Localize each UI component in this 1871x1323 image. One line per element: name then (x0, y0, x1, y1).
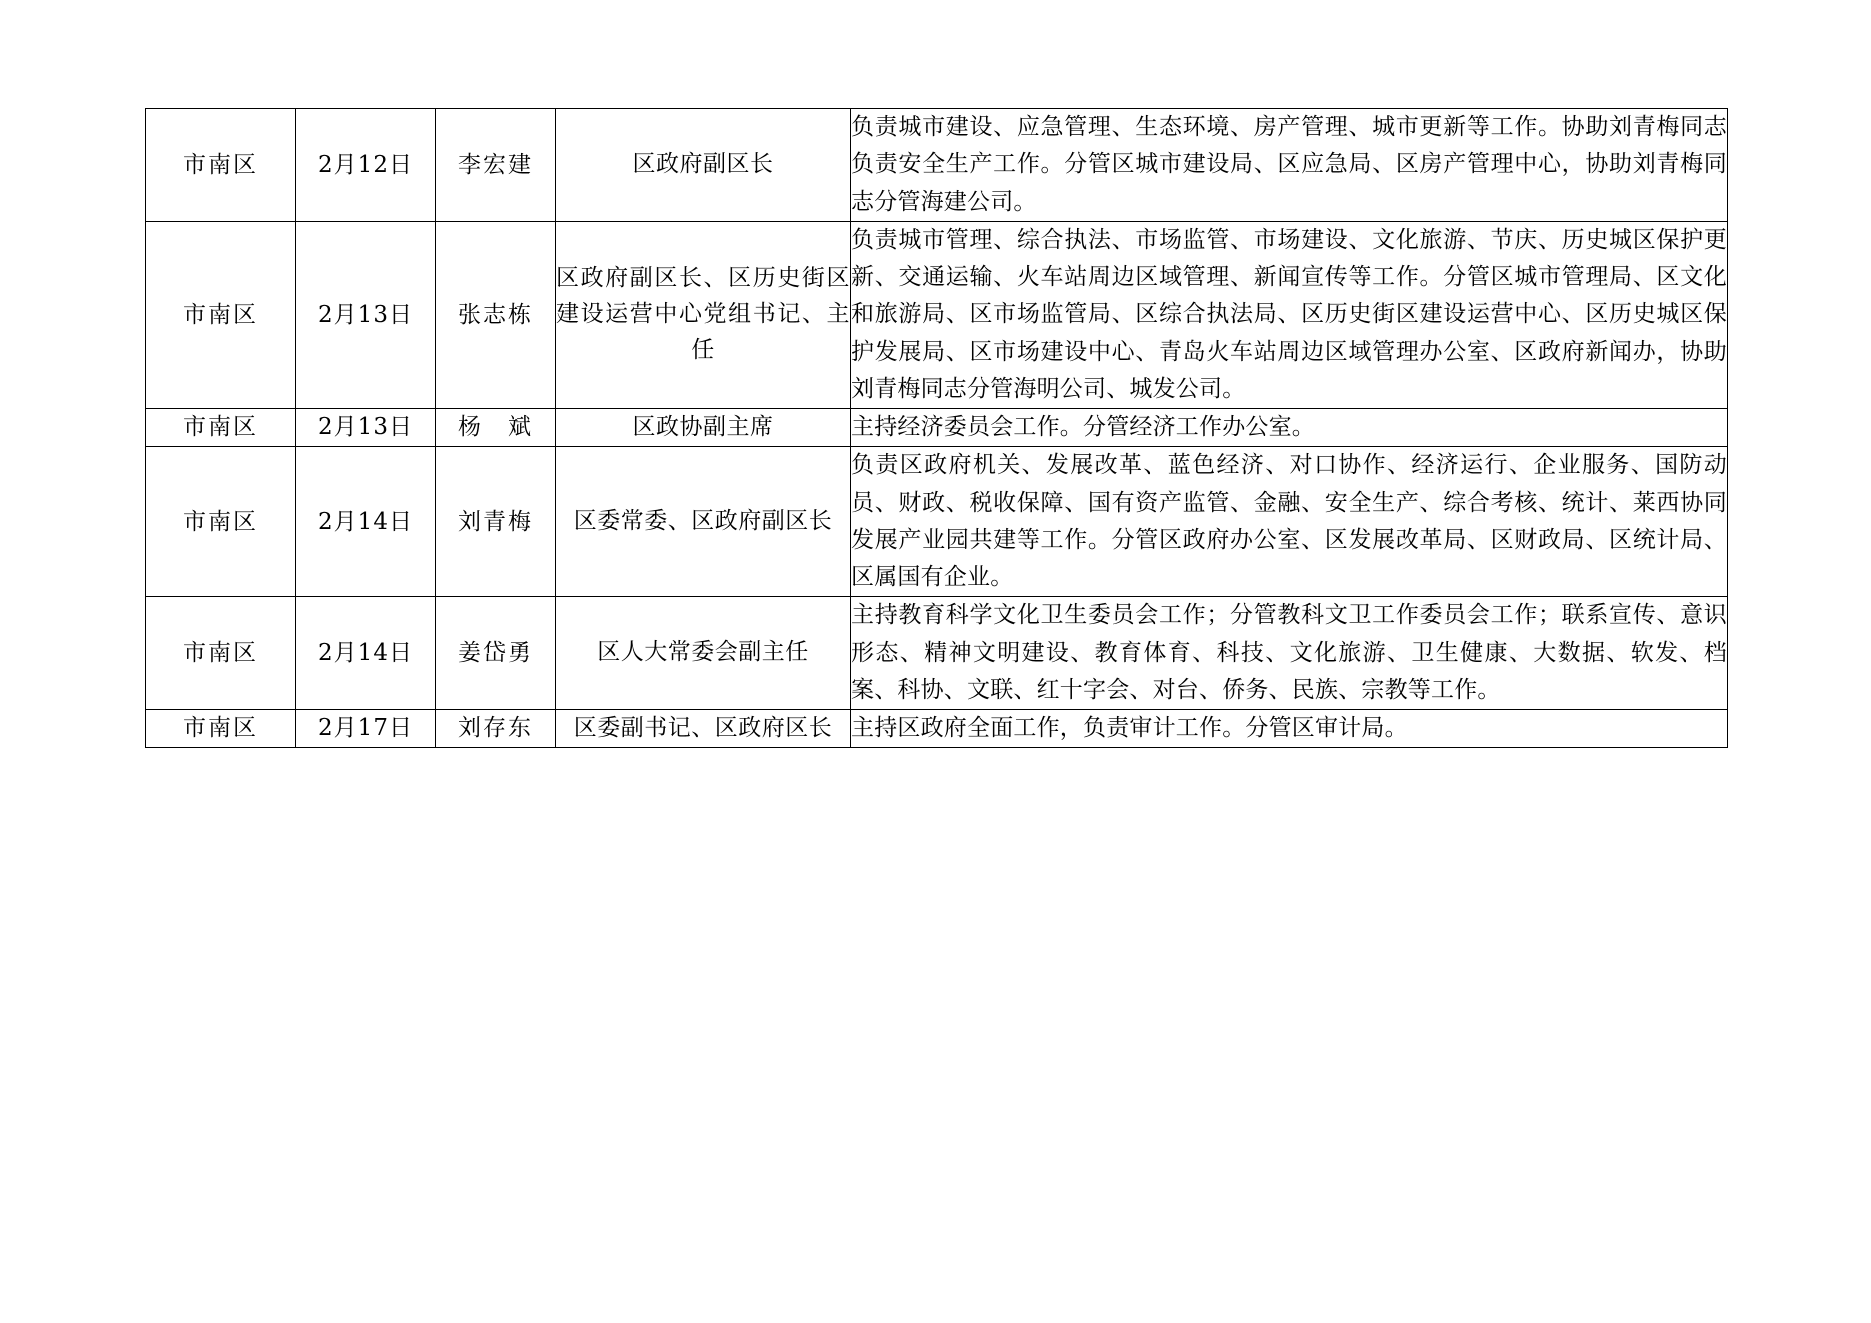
cell-date: 2月14日 (296, 447, 436, 597)
cell-name: 刘青梅 (436, 447, 556, 597)
cell-duty: 负责城市管理、综合执法、市场监管、市场建设、文化旅游、节庆、历史城区保护更新、交通运输、火车站周边区域管理、新闻宣传等工作。分管区城市管理局、区文化和旅游局、区市场监管局、区综合执法局、区历史街区建设运营中心、区历史城区保护发展局、区市场建设中心、青岛火车站周边区域管理办公室、区政府新闻办，协助刘青梅同志分管海明公司、城发公司。 (851, 221, 1728, 408)
cell-title: 区政协副主席 (556, 409, 851, 447)
cell-region: 市南区 (146, 409, 296, 447)
table-row (146, 109, 1728, 222)
cell-title: 区人大常委会副主任 (556, 597, 851, 710)
cell-name: 李宏建 (436, 109, 556, 222)
cell-date: 2月14日 (296, 597, 436, 710)
cell-name: 姜岱勇 (436, 597, 556, 710)
cell-title: 区政府副区长 (556, 109, 851, 222)
cell-duty: 主持区政府全面工作，负责审计工作。分管区审计局。 (851, 710, 1728, 748)
table-body (146, 109, 1728, 748)
duty-assignment-table (145, 108, 1728, 748)
cell-title: 区委副书记、区政府区长 (556, 710, 851, 748)
cell-title: 区政府副区长、区历史街区建设运营中心党组书记、主任 (556, 221, 851, 408)
table-row (146, 221, 1728, 408)
cell-name: 张志栋 (436, 221, 556, 408)
cell-date: 2月17日 (296, 710, 436, 748)
table-row (146, 597, 1728, 710)
cell-date: 2月12日 (296, 109, 436, 222)
cell-duty: 负责区政府机关、发展改革、蓝色经济、对口协作、经济运行、企业服务、国防动员、财政、税收保障、国有资产监管、金融、安全生产、综合考核、统计、莱西协同发展产业园共建等工作。分管区政府办公室、区发展改革局、区财政局、区统计局、区属国有企业。 (851, 447, 1728, 597)
cell-region: 市南区 (146, 109, 296, 222)
cell-region: 市南区 (146, 710, 296, 748)
cell-date: 2月13日 (296, 221, 436, 408)
cell-region: 市南区 (146, 597, 296, 710)
cell-name: 刘存东 (436, 710, 556, 748)
cell-duty: 负责城市建设、应急管理、生态环境、房产管理、城市更新等工作。协助刘青梅同志负责安全生产工作。分管区城市建设局、区应急局、区房产管理中心，协助刘青梅同志分管海建公司。 (851, 109, 1728, 222)
cell-name: 杨 斌 (436, 409, 556, 447)
cell-duty: 主持经济委员会工作。分管经济工作办公室。 (851, 409, 1728, 447)
cell-region: 市南区 (146, 221, 296, 408)
table-row (146, 710, 1728, 748)
cell-region: 市南区 (146, 447, 296, 597)
cell-date: 2月13日 (296, 409, 436, 447)
table-row (146, 409, 1728, 447)
table-row (146, 447, 1728, 597)
cell-title: 区委常委、区政府副区长 (556, 447, 851, 597)
cell-duty: 主持教育科学文化卫生委员会工作；分管教科文卫工作委员会工作；联系宣传、意识形态、精神文明建设、教育体育、科技、文化旅游、卫生健康、大数据、软发、档案、科协、文联、红十字会、对台、侨务、民族、宗教等工作。 (851, 597, 1728, 710)
